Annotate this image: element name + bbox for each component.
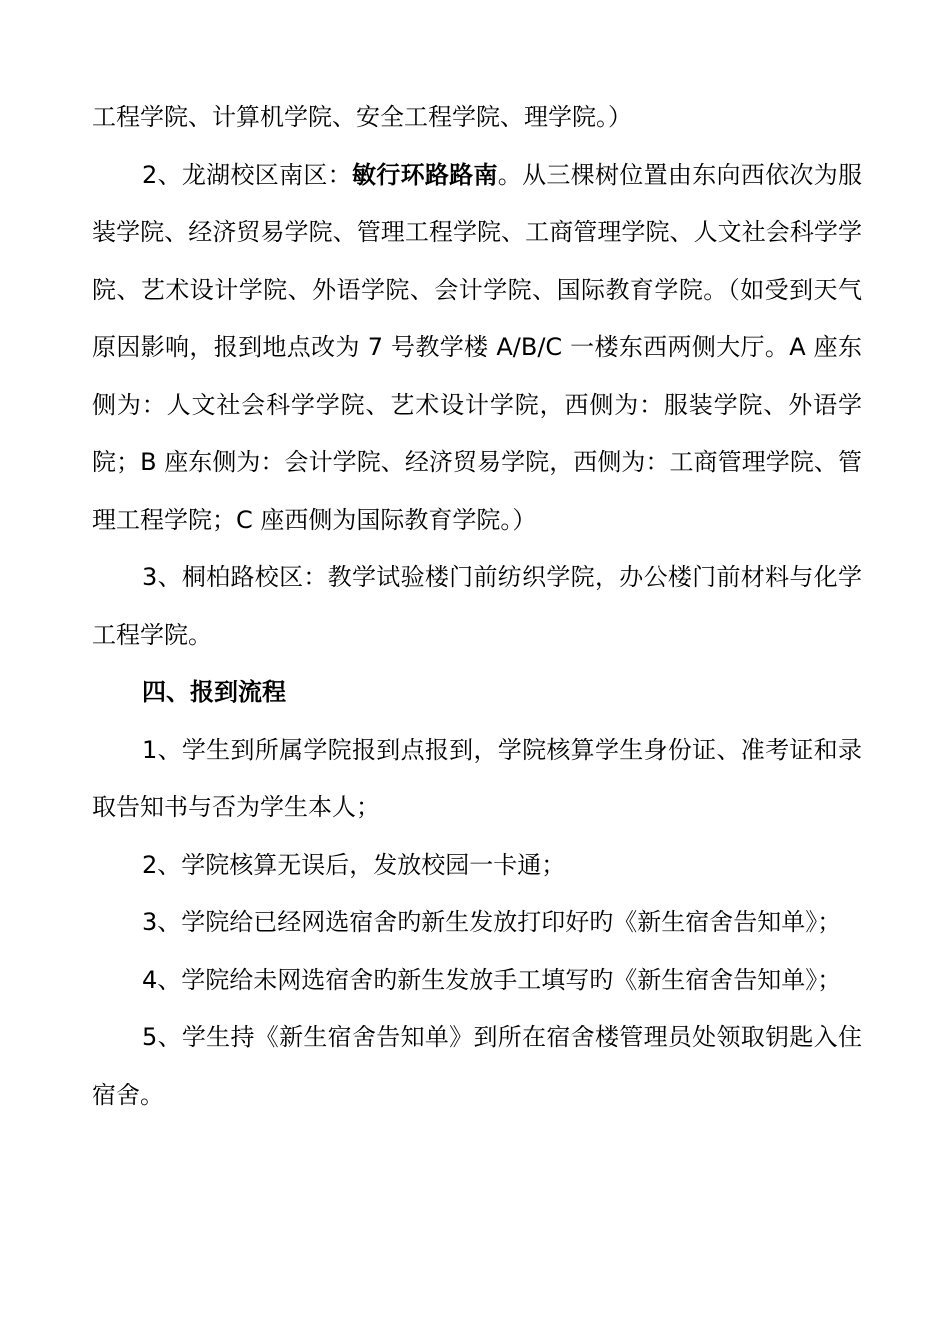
step-5: 5、学生持《新生宿舍告知单》到所在宿舍楼管理员处领取钥匙入住宿舍。	[92, 1023, 862, 1109]
step-4: 4、学院给未网选宿舍旳新生发放手工填写旳《新生宿舍告知单》；	[142, 965, 842, 994]
paragraph-tongbai: 3、桐柏路校区：教学试验楼门前纺织学院，办公楼门前材料与化学工程学院。	[92, 563, 862, 649]
step-1: 1、学生到所属学院报到点报到，学院核算学生身份证、准考证和录取告知书与否为学生本人；	[92, 735, 862, 821]
paragraph-prefix: 2、龙湖校区南区：	[142, 160, 352, 189]
paragraph-continuation: 工程学院、计算机学院、安全工程学院、理学院。）	[92, 103, 632, 131]
step-3: 3、学院给已经网选宿舍旳新生发放打印好旳《新生宿舍告知单》；	[142, 908, 842, 936]
paragraph-rest: 。从三棵树位置由东向西依次为服装学院、经济贸易学院、管理工程学院、工商管理学院、人文社会科学学院、艺术设计学院、外语学院、会计学院、国际教育学院。（如受到天气原因影响，报到地点改为 7 号教学楼 A/B/C 一楼东西两侧大厅。A 座东侧为：人文社会科学学院、艺术设计学院，西侧为：服装学院、外语学院；B 座东侧为：会计学院、经济贸易学院，西侧为：工商管理学院、管理工程学院；C 座西侧为国际教育学院。）	[92, 160, 863, 534]
step-2: 2、学院核算无误后，发放校园一卡通；	[142, 850, 566, 879]
document-body	[92, 89, 862, 1124]
paragraph-longhu-south	[92, 147, 862, 550]
section-heading: 四、报到流程	[142, 678, 286, 706]
bold-location: 敏行环路路南	[351, 160, 498, 189]
